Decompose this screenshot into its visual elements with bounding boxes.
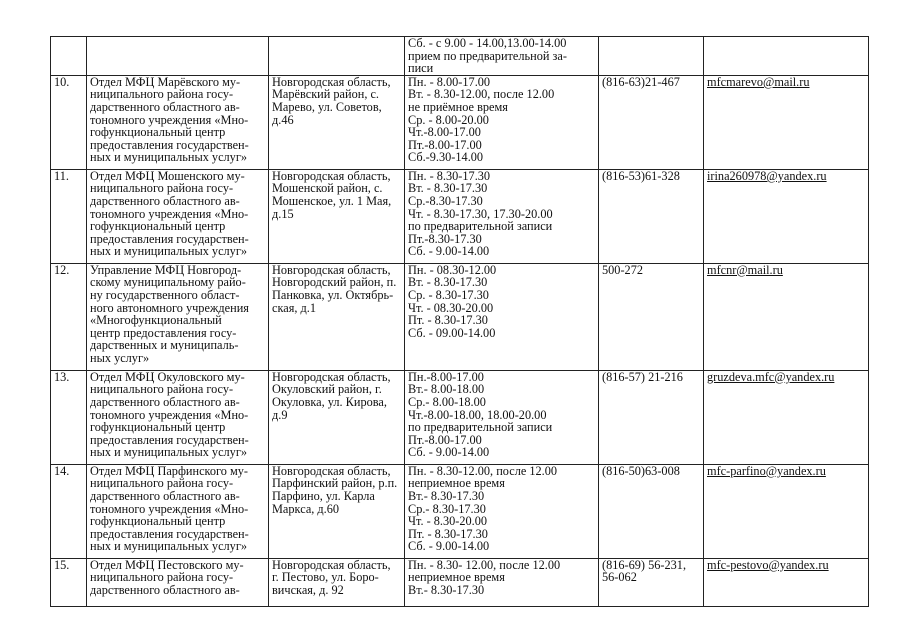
table-row (51, 169, 869, 263)
phone-cell (599, 75, 704, 169)
phone-line: (816-63)21-467 (602, 75, 680, 89)
hours-line: Ср.- 8.30-17.30 (408, 501, 486, 516)
hours-line: Сб. - 9.00-14.00 (408, 244, 490, 259)
office-name-cell (87, 37, 269, 76)
hours-line: Вт. - 8.30-17.30 (408, 275, 488, 290)
office-name-line: ных и муниципальных услуг» (90, 445, 248, 460)
row-number (51, 37, 87, 76)
hours-cell (405, 558, 599, 606)
office-name-line: ниципального района госу- (90, 87, 234, 102)
hours-line: Пн. - 8.30-17.30 (408, 169, 491, 183)
office-name-line: скому муниципальному райо- (90, 275, 246, 290)
phone-line: (816-53)61-328 (602, 169, 680, 183)
address-line: д.9 (272, 407, 288, 422)
hours-line: Сб. - 09.00-14.00 (408, 325, 496, 340)
email-link[interactable]: mfcnr@mail.ru (707, 263, 783, 277)
document-page (50, 36, 868, 607)
hours-line: Пт. - 8.30-17.30 (408, 313, 488, 328)
table-row (51, 464, 869, 558)
phone-cell (599, 169, 704, 263)
hours-line: Пт.-8.00-17.00 (408, 137, 482, 152)
row-number: 13. (51, 370, 87, 464)
office-name-line: гофункциональный центр (90, 125, 226, 140)
address-line: Окуловский район, г. (272, 382, 382, 397)
hours-line: Пн. - 8.00-17.00 (408, 75, 491, 89)
office-name-line: центр предоставления госу- (90, 325, 237, 340)
table-row (51, 37, 869, 76)
office-name-line: ных и муниципальных услуг» (90, 244, 248, 259)
hours-line: Вт. - 8.30-17.30 (408, 181, 488, 196)
office-name-line: дарственного областного ав- (90, 99, 240, 114)
hours-line: Чт. - 8.30-20.00 (408, 514, 488, 529)
hours-line: неприемное время (408, 570, 505, 585)
address-cell (269, 558, 405, 606)
address-line: ская, д.1 (272, 300, 316, 315)
email-cell (704, 263, 869, 370)
address-line: Марёвский район, с. (272, 87, 379, 102)
office-name-cell (87, 370, 269, 464)
address-line: Парфинский район, р.п. (272, 476, 398, 491)
office-name-line: предоставления государствен- (90, 526, 249, 541)
hours-line: Пт. - 8.30-17.30 (408, 526, 488, 541)
office-name-line: гофункциональный центр (90, 514, 226, 529)
email-cell (704, 558, 869, 606)
hours-line: Вт.- 8.30-17.30 (408, 582, 485, 597)
address-line: Новгородская область, (272, 169, 391, 183)
office-name-line: «Многофункциональный (90, 313, 222, 328)
address-line: Панковка, ул. Октябрь- (272, 287, 394, 302)
hours-line: Пн. - 8.30- 12.00, после 12.00 (408, 558, 561, 572)
address-line: Новгородская область, (272, 464, 391, 478)
address-line: Новгородская область, (272, 558, 391, 572)
phone-cell (599, 558, 704, 606)
hours-cell (405, 75, 599, 169)
office-name-line: тономного учреждения «Мно- (90, 112, 249, 127)
address-cell (269, 169, 405, 263)
office-name-line: дарственных и муниципаль- (90, 338, 239, 353)
email-link[interactable]: irina260978@yandex.ru (707, 169, 827, 183)
hours-cell (405, 37, 599, 76)
address-line: вичская, д. 92 (272, 582, 344, 597)
row-number: 11. (51, 169, 87, 263)
office-name-line: ну государственного област- (90, 287, 240, 302)
hours-line: Вт. - 8.30-12.00, после 12.00 (408, 87, 555, 102)
hours-line: Чт.-8.00-17.00 (408, 125, 481, 140)
office-name-line: предоставления государствен- (90, 137, 249, 152)
mfc-offices-table (50, 36, 869, 607)
hours-line: Чт.-8.00-18.00, 18.00-20.00 (408, 407, 547, 422)
office-name-line: тономного учреждения «Мно- (90, 407, 249, 422)
office-name-line: предоставления государствен- (90, 432, 249, 447)
office-name-line: тономного учреждения «Мно- (90, 501, 249, 516)
office-name-line: Управление МФЦ Новгород- (90, 263, 242, 277)
address-line: д.46 (272, 112, 294, 127)
address-line: д.15 (272, 206, 294, 221)
email-link[interactable]: mfc-parfino@yandex.ru (707, 464, 826, 478)
office-name-line: предоставления государствен- (90, 231, 249, 246)
office-name-line: ных услуг» (90, 350, 150, 365)
address-line: Марево, ул. Советов, (272, 99, 382, 114)
office-name-line: ниципального района госу- (90, 382, 234, 397)
hours-cell (405, 370, 599, 464)
row-number: 10. (51, 75, 87, 169)
hours-line: Чт. - 08.30-20.00 (408, 300, 494, 315)
address-line: Новгородская область, (272, 263, 391, 277)
hours-line: Вт.- 8.00-18.00 (408, 382, 485, 397)
address-line: Новгородская область, (272, 370, 391, 384)
office-name-line: ных и муниципальных услуг» (90, 539, 248, 554)
office-name-line: ниципального района госу- (90, 570, 234, 585)
phone-line: (816-57) 21-216 (602, 370, 683, 384)
office-name-cell (87, 558, 269, 606)
address-line: Новгородская область, (272, 75, 391, 89)
table-row (51, 558, 869, 606)
hours-line: по предварительной записи (408, 219, 553, 234)
hours-line: по предварительной записи (408, 420, 553, 435)
office-name-cell (87, 75, 269, 169)
office-name-line: ного автономного учреждения (90, 300, 249, 315)
hours-line: Пт.-8.30-17.30 (408, 231, 482, 246)
office-name-line: Отдел МФЦ Мошенского му- (90, 169, 245, 183)
office-name-cell (87, 464, 269, 558)
hours-line: Сб. - с 9.00 - 14.00,13.00-14.00 (408, 36, 567, 50)
table-row (51, 370, 869, 464)
hours-line: Пн. - 08.30-12.00 (408, 263, 497, 277)
address-line: Парфино, ул. Карла (272, 488, 375, 503)
office-name-line: ниципального района госу- (90, 476, 234, 491)
address-line: Маркса, д.60 (272, 501, 340, 516)
office-name-line: Отдел МФЦ Окуловского му- (90, 370, 245, 384)
phone-cell (599, 263, 704, 370)
phone-line: (816-69) 56-231, (602, 558, 687, 572)
hours-line: писи (408, 61, 434, 76)
hours-line: Ср. - 8.00-20.00 (408, 112, 489, 127)
address-line: Новгородский район, п. (272, 275, 397, 290)
email-cell (704, 37, 869, 76)
office-name-line: дарственного областного ав- (90, 193, 240, 208)
hours-line: Сб. - 9.00-14.00 (408, 539, 490, 554)
email-link[interactable]: mfcmarevo@mail.ru (707, 75, 810, 89)
hours-line: не приёмное время (408, 99, 508, 114)
hours-line: прием по предварительной за- (408, 48, 567, 63)
table-row (51, 263, 869, 370)
phone-cell (599, 370, 704, 464)
hours-line: Вт.- 8.30-17.30 (408, 488, 485, 503)
hours-line: Пн.-8.00-17.00 (408, 370, 484, 384)
address-line: г. Пестово, ул. Боро- (272, 570, 379, 585)
email-cell (704, 75, 869, 169)
office-name-cell (87, 169, 269, 263)
phone-line: (816-50)63-008 (602, 464, 680, 478)
hours-line: Ср.- 8.00-18.00 (408, 394, 486, 409)
phone-cell (599, 37, 704, 76)
office-name-line: дарственного областного ав- (90, 488, 240, 503)
row-number: 12. (51, 263, 87, 370)
hours-cell (405, 169, 599, 263)
address-cell (269, 37, 405, 76)
office-name-line: Отдел МФЦ Парфинского му- (90, 464, 249, 478)
table-row (51, 75, 869, 169)
hours-line: неприемное время (408, 476, 505, 491)
phone-cell (599, 464, 704, 558)
phone-line: 56-062 (602, 570, 637, 585)
hours-line: Ср.-8.30-17.30 (408, 193, 483, 208)
address-line: Мошенское, ул. 1 Мая, (272, 193, 392, 208)
email-cell (704, 169, 869, 263)
office-name-line: гофункциональный центр (90, 420, 226, 435)
email-link[interactable]: gruzdeva.mfc@yandex.ru (707, 370, 835, 384)
office-name-line: гофункциональный центр (90, 219, 226, 234)
row-number: 15. (51, 558, 87, 606)
address-line: Мошенской район, с. (272, 181, 383, 196)
hours-cell (405, 263, 599, 370)
hours-line: Пн. - 8.30-12.00, после 12.00 (408, 464, 558, 478)
row-number: 14. (51, 464, 87, 558)
email-cell (704, 464, 869, 558)
office-name-line: ниципального района госу- (90, 181, 234, 196)
email-cell (704, 370, 869, 464)
office-name-line: дарственного областного ав- (90, 582, 240, 597)
phone-line: 500-272 (602, 263, 643, 277)
address-line: Окуловка, ул. Кирова, (272, 394, 387, 409)
hours-line: Чт. - 8.30-17.30, 17.30-20.00 (408, 206, 553, 221)
address-cell (269, 370, 405, 464)
office-name-line: дарственного областного ав- (90, 394, 240, 409)
hours-line: Сб.-9.30-14.00 (408, 150, 484, 165)
hours-line: Пт.-8.00-17.00 (408, 432, 482, 447)
office-name-line: Отдел МФЦ Марёвского му- (90, 75, 241, 89)
hours-line: Сб. - 9.00-14.00 (408, 445, 490, 460)
office-name-cell (87, 263, 269, 370)
office-name-line: Отдел МФЦ Пестовского му- (90, 558, 244, 572)
email-link[interactable]: mfc-pestovo@yandex.ru (707, 558, 829, 572)
hours-cell (405, 464, 599, 558)
office-name-line: ных и муниципальных услуг» (90, 150, 248, 165)
hours-line: Ср. - 8.30-17.30 (408, 287, 489, 302)
address-cell (269, 263, 405, 370)
address-cell (269, 75, 405, 169)
office-name-line: тономного учреждения «Мно- (90, 206, 249, 221)
address-cell (269, 464, 405, 558)
